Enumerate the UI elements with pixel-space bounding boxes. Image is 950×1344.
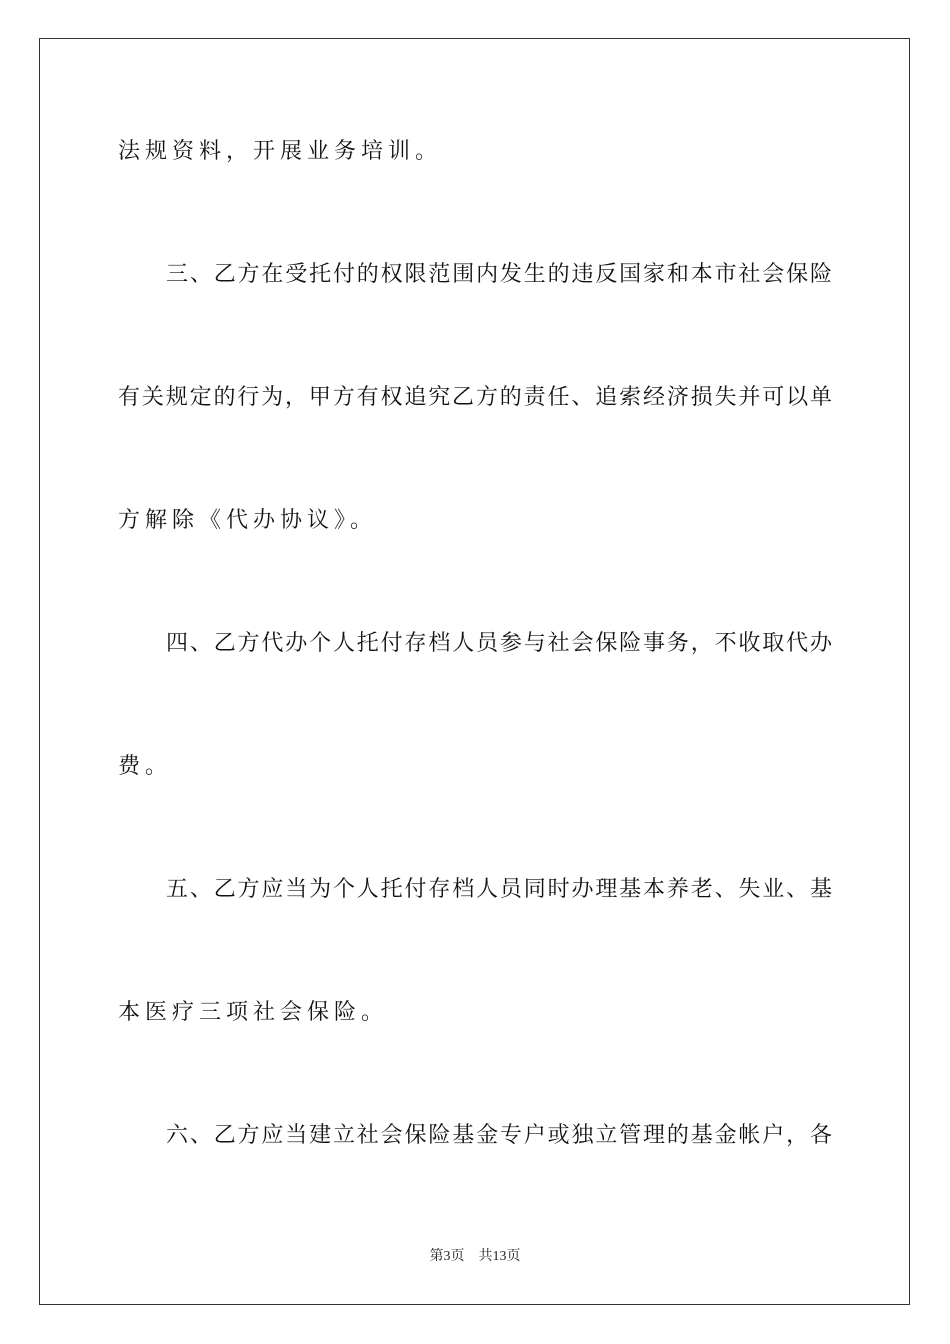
body-text-line-1: 法规资料，开展业务培训。: [118, 139, 443, 164]
body-text-line-4: 方解除《代办协议》。: [118, 508, 378, 533]
page-border: [39, 38, 910, 1305]
body-text-line-5: 四、乙方代办个人托付存档人员参与社会保险事务，不收取代办: [166, 631, 832, 656]
body-text-line-7: 五、乙方应当为个人托付存档人员同时办理基本养老、失业、基: [166, 877, 832, 902]
body-text-line-9: 六、乙方应当建立社会保险基金专户或独立管理的基金帐户，各: [166, 1123, 832, 1148]
body-text-line-2: 三、乙方在受托付的权限范围内发生的违反国家和本市社会保险: [166, 262, 832, 287]
page-number: 第3页: [429, 1249, 465, 1264]
total-pages: 共13页: [478, 1249, 521, 1264]
body-text-line-3: 有关规定的行为，甲方有权追究乙方的责任、追索经济损失并可以单: [118, 385, 832, 410]
body-text-line-8: 本医疗三项社会保险。: [118, 1000, 389, 1025]
body-text-line-6: 费。: [118, 754, 173, 779]
page-footer: [0, 1248, 950, 1266]
